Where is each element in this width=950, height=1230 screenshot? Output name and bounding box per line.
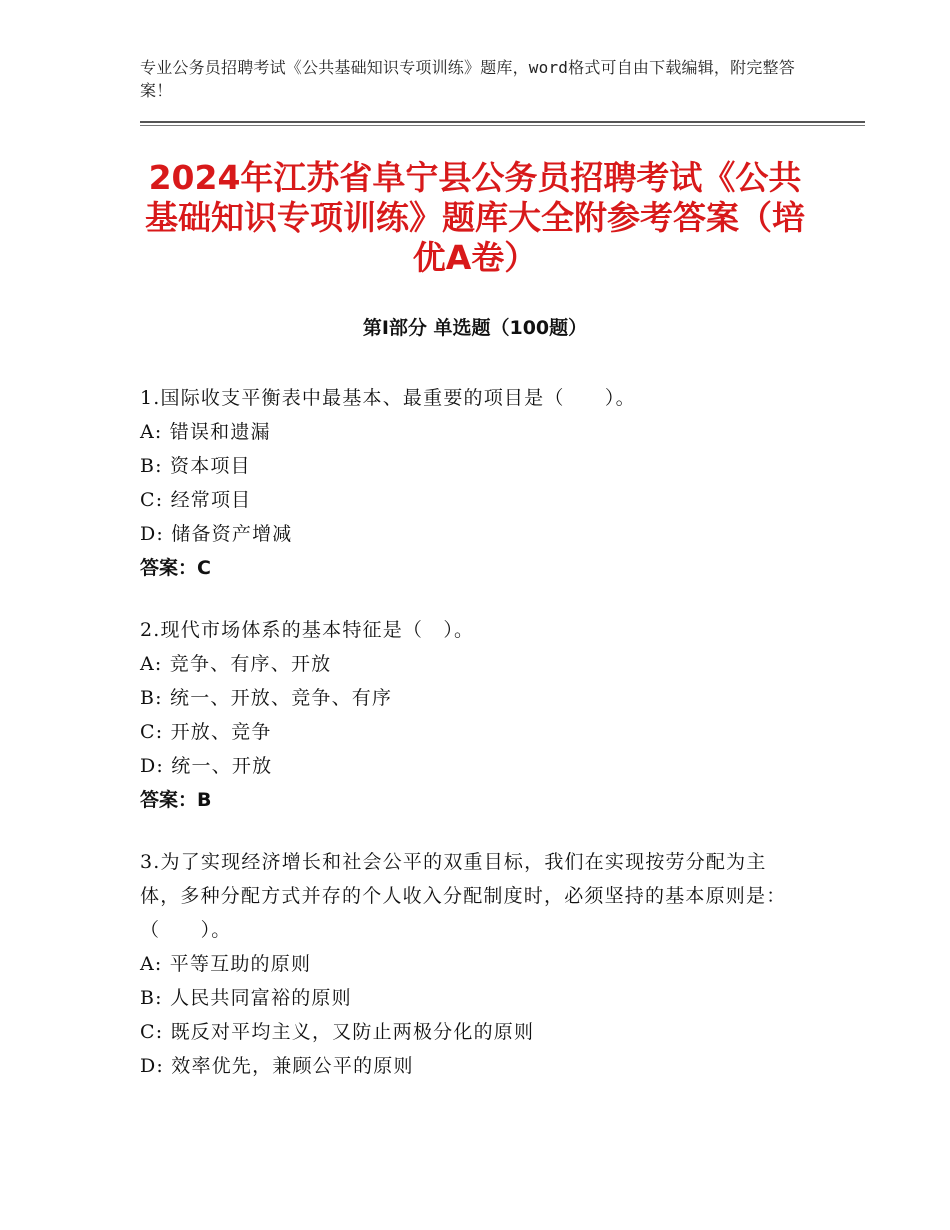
question-2 <box>140 613 800 817</box>
section-title: 第Ⅰ部分 单选题（100题） <box>362 317 588 339</box>
header-rule-thick <box>140 121 865 123</box>
option-c: C: 开放、竞争 <box>140 721 272 743</box>
answer-label: 答案：C <box>140 557 211 579</box>
document-title: 2024年江苏省阜宁县公务员招聘考试《公共基础知识专项训练》题库大全附参考答案（培优A卷） <box>145 158 805 277</box>
option-b: B: 统一、开放、竞争、有序 <box>140 687 393 709</box>
question-list <box>140 381 800 1111</box>
header-rule-thin <box>140 125 865 126</box>
option-a: A: 竞争、有序、开放 <box>140 653 332 675</box>
option-d: D: 统一、开放 <box>140 755 273 777</box>
option-c: C: 经常项目 <box>140 489 252 511</box>
header-note: 专业公务员招聘考试《公共基础知识专项训练》题库，word格式可自由下载编辑，附完整答案！ <box>140 58 795 100</box>
option-d: D: 储备资产增减 <box>140 523 293 545</box>
answer-label: 答案：B <box>140 789 212 811</box>
question-stem: 2.现代市场体系的基本特征是（ ）。 <box>140 619 475 641</box>
option-b: B: 人民共同富裕的原则 <box>140 987 352 1009</box>
question-1 <box>140 381 800 585</box>
question-3 <box>140 845 800 1083</box>
option-d: D: 效率优先，兼顾公平的原则 <box>140 1055 414 1077</box>
option-b: B: 资本项目 <box>140 455 251 477</box>
question-stem: 1.国际收支平衡表中最基本、最重要的项目是（ ）。 <box>140 387 636 409</box>
question-stem: 3.为了实现经济增长和社会公平的双重目标，我们在实现按劳分配为主体，多种分配方式并存的个人收入分配制度时，必须坚持的基本原则是：（ ）。 <box>140 851 787 941</box>
option-a: A: 平等互助的原则 <box>140 953 312 975</box>
option-a: A: 错误和遗漏 <box>140 421 271 443</box>
option-c: C: 既反对平均主义，又防止两极分化的原则 <box>140 1021 535 1043</box>
